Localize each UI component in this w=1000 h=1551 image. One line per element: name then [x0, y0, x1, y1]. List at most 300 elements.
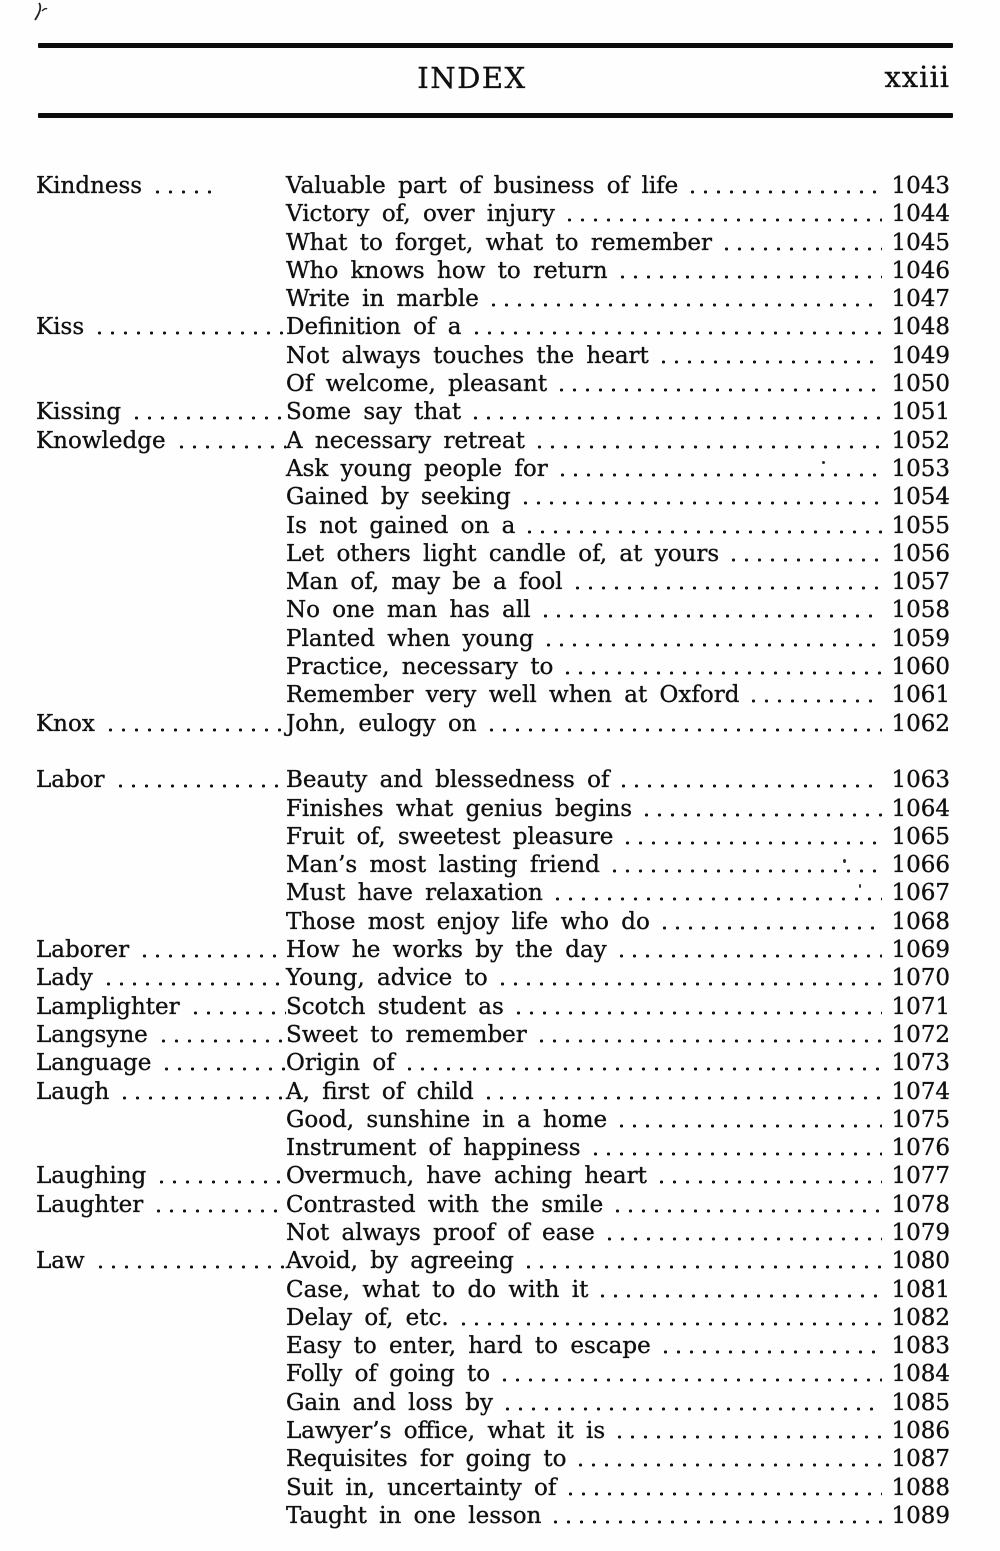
entry-page-number: 1052 [891, 427, 950, 454]
entry-page-number: 1067 [891, 880, 950, 907]
entry-description-text: Is not gained on a [286, 512, 516, 539]
entry-description [286, 851, 884, 879]
entry-description-text: Finishes what genius begins [286, 795, 633, 822]
index-entry-row [36, 1078, 950, 1106]
dot-leader [483, 710, 882, 738]
entry-description-text: Those most enjoy life who do [286, 908, 650, 935]
dot-leader [606, 851, 882, 879]
entry-description [286, 1445, 884, 1473]
index-entry-row [36, 1502, 950, 1530]
index-entry-row [36, 936, 950, 964]
entry-term [36, 1049, 286, 1077]
index-entry-row [36, 200, 950, 228]
dot-leader [510, 993, 882, 1021]
entry-description [286, 370, 884, 398]
entry-term [36, 823, 286, 851]
entry-page-number: 1080 [891, 1248, 950, 1275]
entry-description-text: A, first of child [286, 1078, 474, 1105]
entry-description [286, 1162, 884, 1190]
dot-leader [615, 766, 882, 794]
dot-leader [619, 823, 882, 851]
entry-term [36, 398, 286, 426]
entry-description [286, 257, 884, 285]
index-entry-row [36, 313, 950, 341]
entry-description-text: Lawyer’s office, what it is [286, 1418, 606, 1445]
entry-term [36, 964, 286, 992]
dot-leader [745, 681, 882, 709]
dot-leader [158, 1049, 286, 1077]
dot-leader [554, 455, 882, 483]
entry-description [286, 596, 884, 624]
entry-term [36, 1445, 286, 1473]
entry-description-text: Taught in one lesson [286, 1502, 542, 1529]
index-entry-row [36, 1445, 950, 1473]
entry-term-text: Language [36, 1050, 152, 1077]
entry-term [36, 540, 286, 568]
entry-term [36, 370, 286, 398]
index-entry-row [36, 257, 950, 285]
entry-description [286, 1021, 884, 1049]
dot-leader [128, 398, 286, 426]
entry-page-number: 1085 [891, 1389, 950, 1416]
entry-term [36, 681, 286, 709]
dot-leader [496, 1360, 882, 1388]
entry-page-number: 1089 [891, 1502, 950, 1529]
entry-term-text: Langsyne [36, 1021, 148, 1048]
entry-term [36, 1360, 286, 1388]
entry-term [36, 1332, 286, 1360]
index-entry-row [36, 1332, 950, 1360]
dot-leader [609, 1191, 882, 1219]
entry-page-number: 1083 [891, 1333, 950, 1360]
entry-page-number: 1056 [891, 540, 950, 567]
dot-leader [653, 1162, 882, 1190]
entry-page-number: 1087 [891, 1446, 950, 1473]
index-entry-row [36, 681, 950, 709]
entry-term [36, 285, 286, 313]
entry-term-text: Laugh [36, 1078, 110, 1105]
entry-description [286, 1049, 884, 1077]
entry-description [286, 568, 884, 596]
entry-term [36, 908, 286, 936]
entry-description-text: Origin of [286, 1050, 395, 1077]
dot-leader [655, 342, 882, 370]
entry-description-text: Man of, may be a fool [286, 569, 563, 596]
entry-page-number: 1072 [891, 1021, 950, 1048]
dot-leader [562, 1474, 882, 1502]
dot-leader [136, 936, 286, 964]
entry-description [286, 1304, 884, 1332]
dot-leader [572, 1445, 882, 1473]
entry-term [36, 1078, 286, 1106]
entry-term [36, 1134, 286, 1162]
entry-description [286, 313, 884, 341]
entry-term [36, 1219, 286, 1247]
entry-description-text: Young, advice to [286, 965, 488, 992]
dot-leader [91, 313, 286, 341]
dot-leader [92, 1247, 286, 1275]
index-entry-row [36, 766, 950, 794]
entry-page-number: 1064 [891, 795, 950, 822]
entry-description [286, 483, 884, 511]
dot-leader [520, 1247, 882, 1275]
entry-description-text: Beauty and blessedness of [286, 767, 610, 794]
dot-leader [547, 1502, 882, 1530]
index-entry-row [36, 1106, 950, 1134]
entry-description-text: Victory of, over injury [286, 201, 555, 228]
entry-description [286, 1134, 884, 1162]
entry-description-text: John, eulogy on [286, 710, 477, 737]
entry-page-number: 1043 [891, 173, 950, 199]
dot-leader [149, 172, 214, 200]
entry-description-text: Let others light candle of, at yours [286, 540, 720, 567]
entry-description-text: Not always proof of ease [286, 1219, 595, 1246]
entry-page-number: 1050 [891, 371, 950, 398]
dot-leader [601, 1219, 882, 1247]
entry-term [36, 512, 286, 540]
entry-description [286, 1191, 884, 1219]
index-entry-row [36, 1360, 950, 1388]
dot-leader [100, 964, 286, 992]
dot-leader [467, 398, 882, 426]
index-entry-row [36, 710, 950, 738]
entry-page-number: 1073 [891, 1050, 950, 1077]
entry-term [36, 313, 286, 341]
index-entry-row [36, 540, 950, 568]
entry-page-number: 1079 [891, 1219, 950, 1246]
entry-description [286, 455, 884, 483]
entry-term-text: Kiss [36, 314, 85, 341]
header-top-rule [38, 43, 953, 48]
entry-term [36, 568, 286, 596]
index-entry-row [36, 964, 950, 992]
entry-term-text: Kindness [36, 173, 143, 199]
entry-page-number: 1076 [891, 1135, 950, 1162]
entry-term [36, 1106, 286, 1134]
entry-description [286, 908, 884, 936]
dot-leader [521, 512, 882, 540]
entry-description [286, 964, 884, 992]
header-bottom-rule [38, 113, 953, 118]
entry-description-text: Who knows how to return [286, 257, 608, 284]
entry-page-number: 1068 [891, 908, 950, 935]
entry-page-number: 1065 [891, 823, 950, 850]
entry-term-text: Knox [36, 710, 95, 737]
dot-leader [656, 908, 882, 936]
entry-page-number: 1061 [891, 682, 950, 709]
entry-description [286, 200, 884, 228]
entry-term-text: Labor [36, 767, 105, 794]
entry-description [286, 1417, 884, 1445]
entry-term-text: Laughter [36, 1191, 144, 1218]
entry-term [36, 1162, 286, 1190]
entry-page-number: 1045 [891, 229, 950, 256]
entry-term [36, 200, 286, 228]
index-entry-row [36, 993, 950, 1021]
entry-description-text: Contrasted with the smile [286, 1191, 604, 1218]
entry-description-text: Instrument of happiness [286, 1135, 581, 1162]
dot-leader [155, 1021, 286, 1049]
dot-leader [455, 1304, 882, 1332]
index-entry-row [36, 285, 950, 313]
entry-description-text: Planted when young [286, 625, 534, 652]
entry-page-number: 1066 [891, 852, 950, 879]
index-entry-row [36, 1276, 950, 1304]
index-entry-row [36, 172, 950, 200]
entry-description-text: Overmuch, have aching heart [286, 1163, 647, 1190]
entry-description-text: No one man has all [286, 597, 531, 624]
entry-description [286, 993, 884, 1021]
entry-page-number: 1063 [891, 767, 950, 794]
index-entry-row [36, 1304, 950, 1332]
entry-term [36, 625, 286, 653]
entry-description [286, 879, 884, 907]
dot-leader [553, 370, 882, 398]
entry-description [286, 540, 884, 568]
entry-description [286, 710, 884, 738]
entry-term [36, 427, 286, 455]
entry-description-text: Fruit of, sweetest pleasure [286, 823, 614, 850]
dot-leader [187, 993, 286, 1021]
entry-description [286, 285, 884, 313]
index-entry-row [36, 398, 950, 426]
entry-term [36, 1502, 286, 1530]
entry-page-number: 1078 [891, 1191, 950, 1218]
index-entry-row [36, 1219, 950, 1247]
dot-leader [116, 1078, 286, 1106]
dot-leader [468, 313, 882, 341]
entry-term-text: Law [36, 1248, 85, 1275]
entry-description [286, 1360, 884, 1388]
dot-leader [638, 795, 882, 823]
entry-description [286, 1078, 884, 1106]
entry-term [36, 1417, 286, 1445]
entry-page-number: 1047 [891, 286, 950, 313]
entry-description [286, 229, 884, 257]
index-entry-row [36, 596, 950, 624]
entry-description-text: Ask young people for [286, 455, 548, 482]
entry-page-number: 1084 [891, 1361, 950, 1388]
entry-description [286, 1219, 884, 1247]
dot-leader [611, 1417, 882, 1445]
entry-description [286, 681, 884, 709]
entry-description [286, 342, 884, 370]
entry-description [286, 172, 884, 200]
entry-page-number: 1044 [891, 201, 950, 228]
dot-leader [517, 483, 882, 511]
entry-term [36, 596, 286, 624]
entry-term [36, 936, 286, 964]
entry-term [36, 1276, 286, 1304]
dot-leader [540, 625, 882, 653]
index-entry-row [36, 483, 950, 511]
index-entry-row [36, 427, 950, 455]
dot-leader [499, 1389, 882, 1417]
index-entry-row [36, 1134, 950, 1162]
entry-term-text: Laborer [36, 937, 130, 964]
dot-leader [561, 200, 882, 228]
index-entry-row [36, 1191, 950, 1219]
dot-leader [533, 1021, 882, 1049]
index-entry-row [36, 1474, 950, 1502]
entry-description [286, 1502, 884, 1530]
dot-leader [401, 1049, 882, 1077]
entry-description-text: Write in marble [286, 286, 479, 313]
entry-page-number: 1086 [891, 1418, 950, 1445]
entry-description-text: Easy to enter, hard to escape [286, 1333, 651, 1360]
entry-description-text: Practice, necessary to [286, 654, 554, 681]
index-entry-row [36, 229, 950, 257]
entry-description-text: Man’s most lasting friend [286, 852, 600, 879]
index-entry-row [36, 653, 950, 681]
entry-term-text: Lamplighter [36, 993, 180, 1020]
entry-description [286, 1106, 884, 1134]
dot-leader [531, 427, 882, 455]
index-entry-row [36, 455, 950, 483]
entry-page-number: 1088 [891, 1474, 950, 1501]
entry-description [286, 766, 884, 794]
entry-term [36, 229, 286, 257]
entry-term [36, 766, 286, 794]
entry-term [36, 455, 286, 483]
dot-leader [102, 710, 286, 738]
dot-leader [569, 568, 882, 596]
entry-page-number: 1051 [891, 399, 950, 426]
section-gap [36, 738, 950, 766]
entry-term [36, 1247, 286, 1275]
index-entry-row [36, 1417, 950, 1445]
entry-term [36, 1191, 286, 1219]
dot-leader [613, 936, 882, 964]
entry-page-number: 1058 [891, 597, 950, 624]
dot-leader [485, 285, 882, 313]
entry-term [36, 879, 286, 907]
entry-description-text: What to forget, what to remember [286, 229, 713, 256]
entry-description-text: Avoid, by agreeing [286, 1248, 514, 1275]
dot-leader [657, 1332, 882, 1360]
dot-leader [537, 596, 882, 624]
entry-term [36, 257, 286, 285]
entry-description-text: Valuable part of business of life [286, 173, 679, 199]
entry-term [36, 1304, 286, 1332]
index-entry-row [36, 512, 950, 540]
entry-term-text: Lady [36, 965, 93, 992]
scan-speck [859, 884, 861, 888]
entry-description-text: Delay of, etc. [286, 1304, 449, 1331]
entry-page-number: 1059 [891, 625, 950, 652]
index-entry-row [36, 879, 950, 907]
entry-description [286, 1474, 884, 1502]
entry-page-number: 1055 [891, 512, 950, 539]
index-entry-row [36, 1389, 950, 1417]
entry-page-number: 1070 [891, 965, 950, 992]
entry-description [286, 1332, 884, 1360]
entry-page-number: 1054 [891, 484, 950, 511]
index-entry-row [36, 823, 950, 851]
index-entry-row [36, 851, 950, 879]
dot-leader [480, 1078, 882, 1106]
index-entry-row [36, 1162, 950, 1190]
entry-term [36, 993, 286, 1021]
entry-term [36, 1474, 286, 1502]
entry-page-number: 1060 [891, 654, 950, 681]
entry-description-text: Of welcome, pleasant [286, 371, 548, 398]
dot-leader [549, 879, 882, 907]
dot-leader [718, 229, 882, 257]
entry-page-number: 1077 [891, 1163, 950, 1190]
entry-description [286, 625, 884, 653]
index-entry-row [36, 1021, 950, 1049]
entry-description-text: Suit in, uncertainty of [286, 1474, 557, 1501]
entry-description [286, 1389, 884, 1417]
entry-page-number: 1071 [891, 993, 950, 1020]
dot-leader [153, 1162, 286, 1190]
entry-description-text: Not always touches the heart [286, 342, 649, 369]
entry-description-text: Good, sunshine in a home [286, 1106, 608, 1133]
entry-description-text: How he works by the day [286, 937, 607, 964]
entry-page-number: 1046 [891, 257, 950, 284]
entry-term [36, 653, 286, 681]
index-entry-row [36, 908, 950, 936]
index-entry-row [36, 1049, 950, 1077]
entry-page-number: 1082 [891, 1304, 950, 1331]
entry-description [286, 512, 884, 540]
entry-term [36, 795, 286, 823]
entry-term [36, 342, 286, 370]
entry-description-text: Scotch student as [286, 993, 504, 1020]
index-entry-list [36, 172, 950, 1530]
entry-description-text: A necessary retreat [286, 427, 525, 454]
entry-description [286, 653, 884, 681]
dot-leader [613, 1106, 882, 1134]
entry-page-number: 1074 [891, 1078, 950, 1105]
entry-term [36, 483, 286, 511]
entry-page-number: 1057 [891, 569, 950, 596]
page-title: INDEX [417, 61, 527, 95]
dot-leader [494, 964, 882, 992]
entry-term [36, 1389, 286, 1417]
entry-description [286, 1247, 884, 1275]
entry-description-text: Definition of a [286, 314, 462, 341]
entry-page-number: 1062 [891, 710, 950, 737]
scan-speck [843, 859, 846, 863]
entry-description-text: Sweet to remember [286, 1021, 527, 1048]
entry-term [36, 172, 286, 200]
entry-page-number: 1053 [891, 455, 950, 482]
entry-term [36, 851, 286, 879]
entry-description-text: Gained by seeking [286, 484, 511, 511]
entry-description-text: Some say that [286, 399, 462, 426]
dot-leader [150, 1191, 286, 1219]
entry-description [286, 936, 884, 964]
index-entry-row [36, 795, 950, 823]
entry-page-number: 1069 [891, 937, 950, 964]
stray-ink-mark [30, 1, 56, 25]
entry-description [286, 427, 884, 455]
dot-leader [559, 653, 882, 681]
entry-description-text: Folly of going to [286, 1361, 491, 1388]
index-entry-row [36, 1247, 950, 1275]
dot-leader [614, 257, 882, 285]
dot-leader [725, 540, 882, 568]
index-entry-row [36, 568, 950, 596]
index-entry-row [36, 370, 950, 398]
entry-description [286, 398, 884, 426]
index-entry-row [36, 342, 950, 370]
entry-term [36, 710, 286, 738]
entry-description [286, 823, 884, 851]
entry-term-text: Laughing [36, 1163, 147, 1190]
